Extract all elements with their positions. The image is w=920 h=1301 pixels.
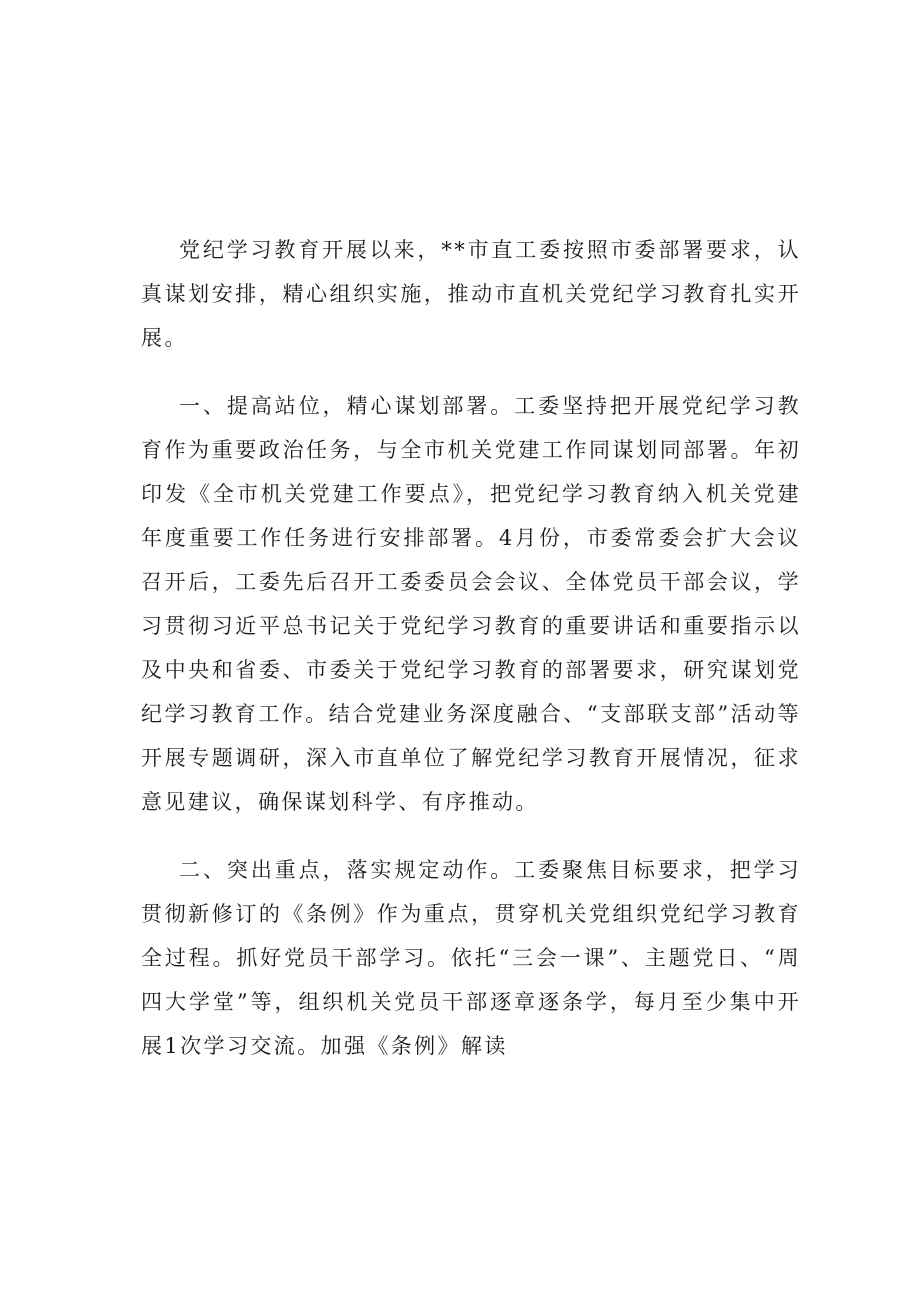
- section-two-paragraph: 二、突出重点，落实规定动作。工委聚焦目标要求，把学习贯彻新修订的《条例》作为重点，贯穿机关党组织党纪学习教育全过程。抓好党员干部学习。依托“三会一课”、主题党日、“周四大学堂”等，组织机关党员干部逐章逐条学，每月至少集中开展1次学习交流。加强《条例》解读: [141, 858, 801, 1058]
- intro-paragraph: 党纪学习教育开展以来，**市直工委按照市委部署要求，认真谋划安排，精心组织实施，推动市直机关党纪学习教育扎实开展。: [141, 238, 801, 350]
- section-one-paragraph: 一、提高站位，精心谋划部署。工委坚持把开展党纪学习教育作为重要政治任务，与全市机关党建工作同谋划同部署。年初印发《全市机关党建工作要点》，把党纪学习教育纳入机关党建年度重要工作任务进行安排部署。4月份，市委常委会扩大会议召开后，工委先后召开工委委员会会议、全体党员干部会议，学习贯彻习近平总书记关于党纪学习教育的重要讲话和重要指示以及中央和省委、市委关于党纪学习教育的部署要求，研究谋划党纪学习教育工作。结合党建业务深度融合、“支部联支部”活动等开展专题调研，深入市直单位了解党纪学习教育开展情况，征求意见建议，确保谋划科学、有序推动。: [141, 394, 801, 814]
- document-body: [141, 228, 801, 1068]
